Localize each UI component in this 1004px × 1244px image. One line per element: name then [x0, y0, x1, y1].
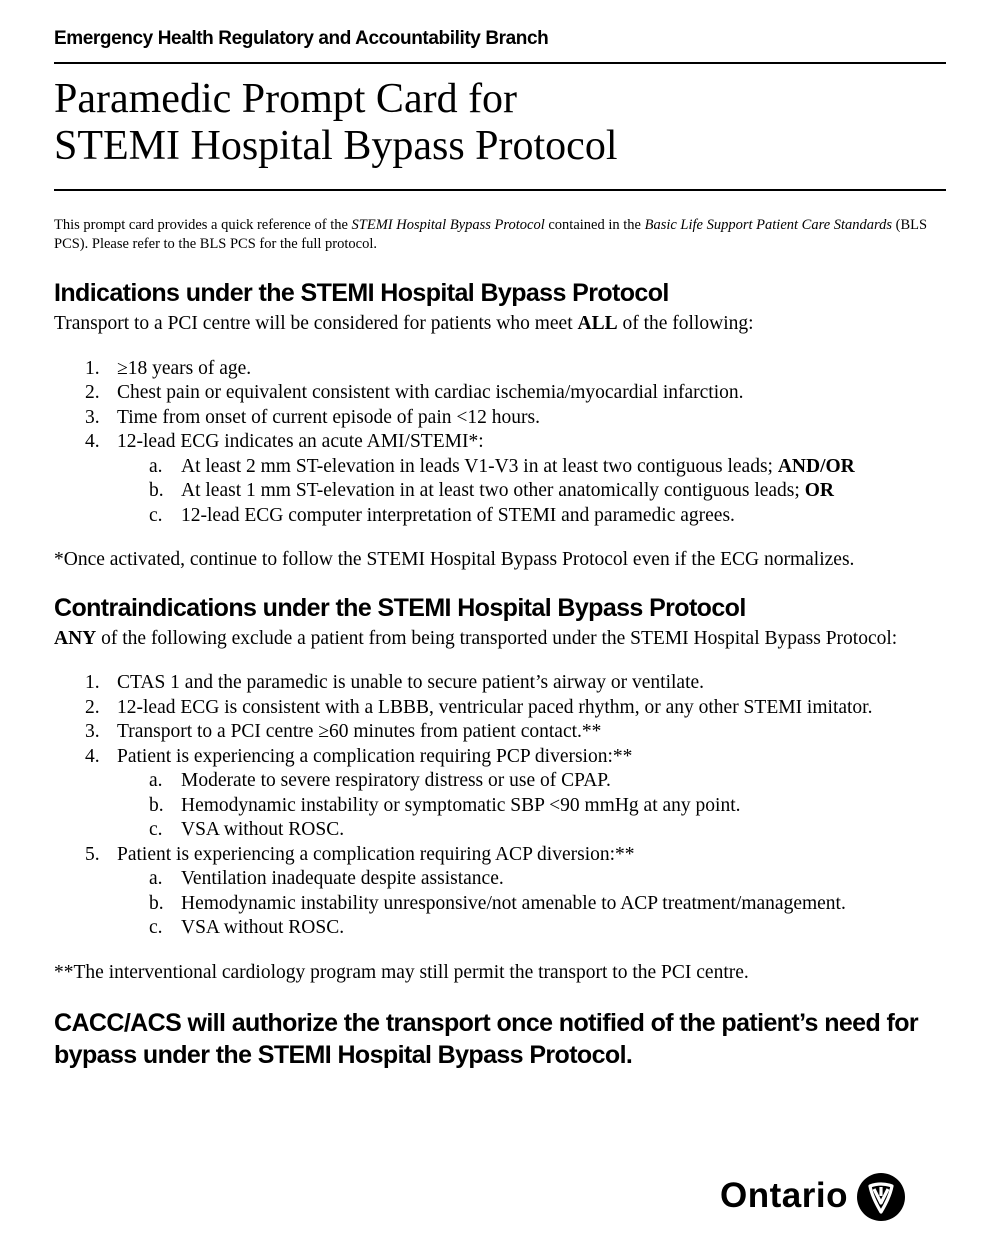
contraindications-lead — [54, 627, 946, 652]
page-title — [54, 76, 946, 170]
indications-heading: Indications under the STEMI Hospital Bypass Protocol — [54, 279, 669, 307]
item-text: Transport to a PCI centre ≥60 minutes from patient contact.** — [117, 721, 602, 742]
item-letter: b. — [149, 794, 164, 816]
item-text: Patient is experiencing a complication requiring ACP diversion:** — [117, 843, 635, 865]
item-number: 1. — [85, 672, 100, 693]
item-number: 4. — [85, 431, 100, 452]
top-rule — [54, 62, 946, 64]
item-number: 2. — [85, 382, 100, 403]
sub-list-item — [54, 892, 946, 917]
sub-list-item — [54, 479, 946, 504]
intro-part-1: This prompt card provides a quick reference of the — [54, 217, 352, 233]
item-text: Ventilation inadequate despite assistance. — [181, 868, 504, 889]
document-page — [54, 28, 946, 1071]
item-letter: b. — [149, 480, 164, 501]
sub-list-item — [54, 867, 946, 892]
item-number: 4. — [85, 745, 100, 767]
item-letter: c. — [149, 819, 163, 840]
item-text: 12-lead ECG indicates an acute AMI/STEMI*: — [117, 431, 484, 452]
sub-list-item — [54, 769, 946, 794]
item-text: Chest pain or equivalent consistent with cardiac ischemia/myocardial infarction. — [117, 382, 744, 403]
indications-lead-a: Transport to a PCI centre will be considered for patients who meet — [54, 313, 578, 334]
item-text: VSA without ROSC. — [181, 917, 345, 938]
item-connector: AND/OR — [777, 455, 855, 477]
item-letter: a. — [149, 770, 163, 791]
sub-list-item — [54, 455, 946, 480]
intro-protocol-name: STEMI Hospital Bypass Protocol — [351, 217, 545, 233]
indications-lead-b: of the following: — [617, 313, 754, 334]
item-letter: a. — [149, 868, 163, 889]
indications-lead-all: ALL — [577, 313, 618, 334]
list-item — [54, 430, 946, 528]
trillium-icon — [856, 1172, 906, 1222]
item-letter: c. — [149, 917, 163, 938]
item-text: Time from onset of current episode of pain <12 hours. — [117, 406, 540, 428]
list-item — [54, 381, 946, 406]
list-item — [54, 696, 946, 721]
item-text: Hemodynamic instability or symptomatic SBP <90 mmHg at any point. — [181, 794, 741, 816]
branch-name: Emergency Health Regulatory and Accountability Branch — [54, 28, 549, 49]
list-item — [54, 406, 946, 431]
item-text: At least 1 mm ST-elevation in at least two other anatomically contiguous leads; — [181, 480, 805, 501]
contraindications-lead-rest: of the following exclude a patient from being transported under the STEMI Hospital Bypass Protocol: — [96, 627, 898, 649]
item-letter: a. — [149, 455, 163, 477]
contraindications-note: **The interventional cardiology program may still permit the transport to the PCI centre. — [54, 961, 749, 983]
title-rule — [54, 189, 946, 191]
item-text: VSA without ROSC. — [181, 819, 345, 840]
item-number: 5. — [85, 843, 100, 865]
intro-part-2: contained in the — [544, 217, 645, 233]
item-connector: OR — [804, 480, 834, 501]
closing-statement: CACC/ACS will authorize the transport once notified of the patient’s need for bypass under the STEMI Hospital Bypass Protocol. — [54, 1009, 919, 1069]
ontario-logo — [720, 1170, 920, 1226]
sub-list-item — [54, 504, 946, 529]
item-number: 1. — [85, 357, 100, 379]
list-item — [54, 843, 946, 941]
item-text: ≥18 years of age. — [117, 357, 252, 379]
contraindications-lead-any: ANY — [54, 627, 97, 649]
ontario-wordmark: Ontario — [720, 1176, 848, 1215]
item-text: Moderate to severe respiratory distress or use of CPAP. — [181, 770, 611, 791]
indications-list — [54, 357, 946, 529]
contraindications-heading: Contraindications under the STEMI Hospital Bypass Protocol — [54, 593, 746, 622]
intro-standards-name: Basic Life Support Patient Care Standards — [644, 217, 893, 233]
item-letter: b. — [149, 892, 164, 914]
contraindications-list — [54, 671, 946, 941]
title-line-1: Paramedic Prompt Card for — [54, 76, 518, 122]
sub-list-item — [54, 794, 946, 819]
list-item — [54, 357, 946, 382]
acp-diversion-list — [117, 867, 946, 941]
pcp-diversion-list — [117, 769, 946, 843]
item-text: Hemodynamic instability unresponsive/not amenable to ACP treatment/management. — [181, 892, 846, 914]
indications-lead — [54, 312, 946, 337]
item-text: 12-lead ECG is consistent with a LBBB, ventricular paced rhythm, or any other STEMI imitator. — [117, 696, 873, 718]
list-item — [54, 720, 946, 745]
sub-list-item — [54, 916, 946, 941]
item-number: 3. — [85, 721, 100, 742]
ecg-criteria-list — [117, 455, 946, 529]
list-item — [54, 671, 946, 696]
item-letter: c. — [149, 504, 163, 526]
indications-note: *Once activated, continue to follow the STEMI Hospital Bypass Protocol even if the ECG normalizes. — [54, 549, 855, 570]
sub-list-item — [54, 818, 946, 843]
item-number: 3. — [85, 406, 100, 428]
item-number: 2. — [85, 696, 100, 718]
title-line-2: STEMI Hospital Bypass Protocol — [54, 123, 618, 169]
intro-part-3: (BLS PCS). Please refer to the BLS PCS for the full protocol. — [54, 217, 928, 252]
intro-paragraph — [54, 216, 946, 254]
list-item — [54, 745, 946, 843]
item-text: Patient is experiencing a complication requiring PCP diversion:** — [117, 745, 633, 767]
item-text: At least 2 mm ST-elevation in leads V1-V3 in at least two contiguous leads; — [181, 455, 778, 477]
item-text: 12-lead ECG computer interpretation of STEMI and paramedic agrees. — [181, 504, 735, 526]
item-text: CTAS 1 and the paramedic is unable to secure patient’s airway or ventilate. — [117, 672, 705, 693]
